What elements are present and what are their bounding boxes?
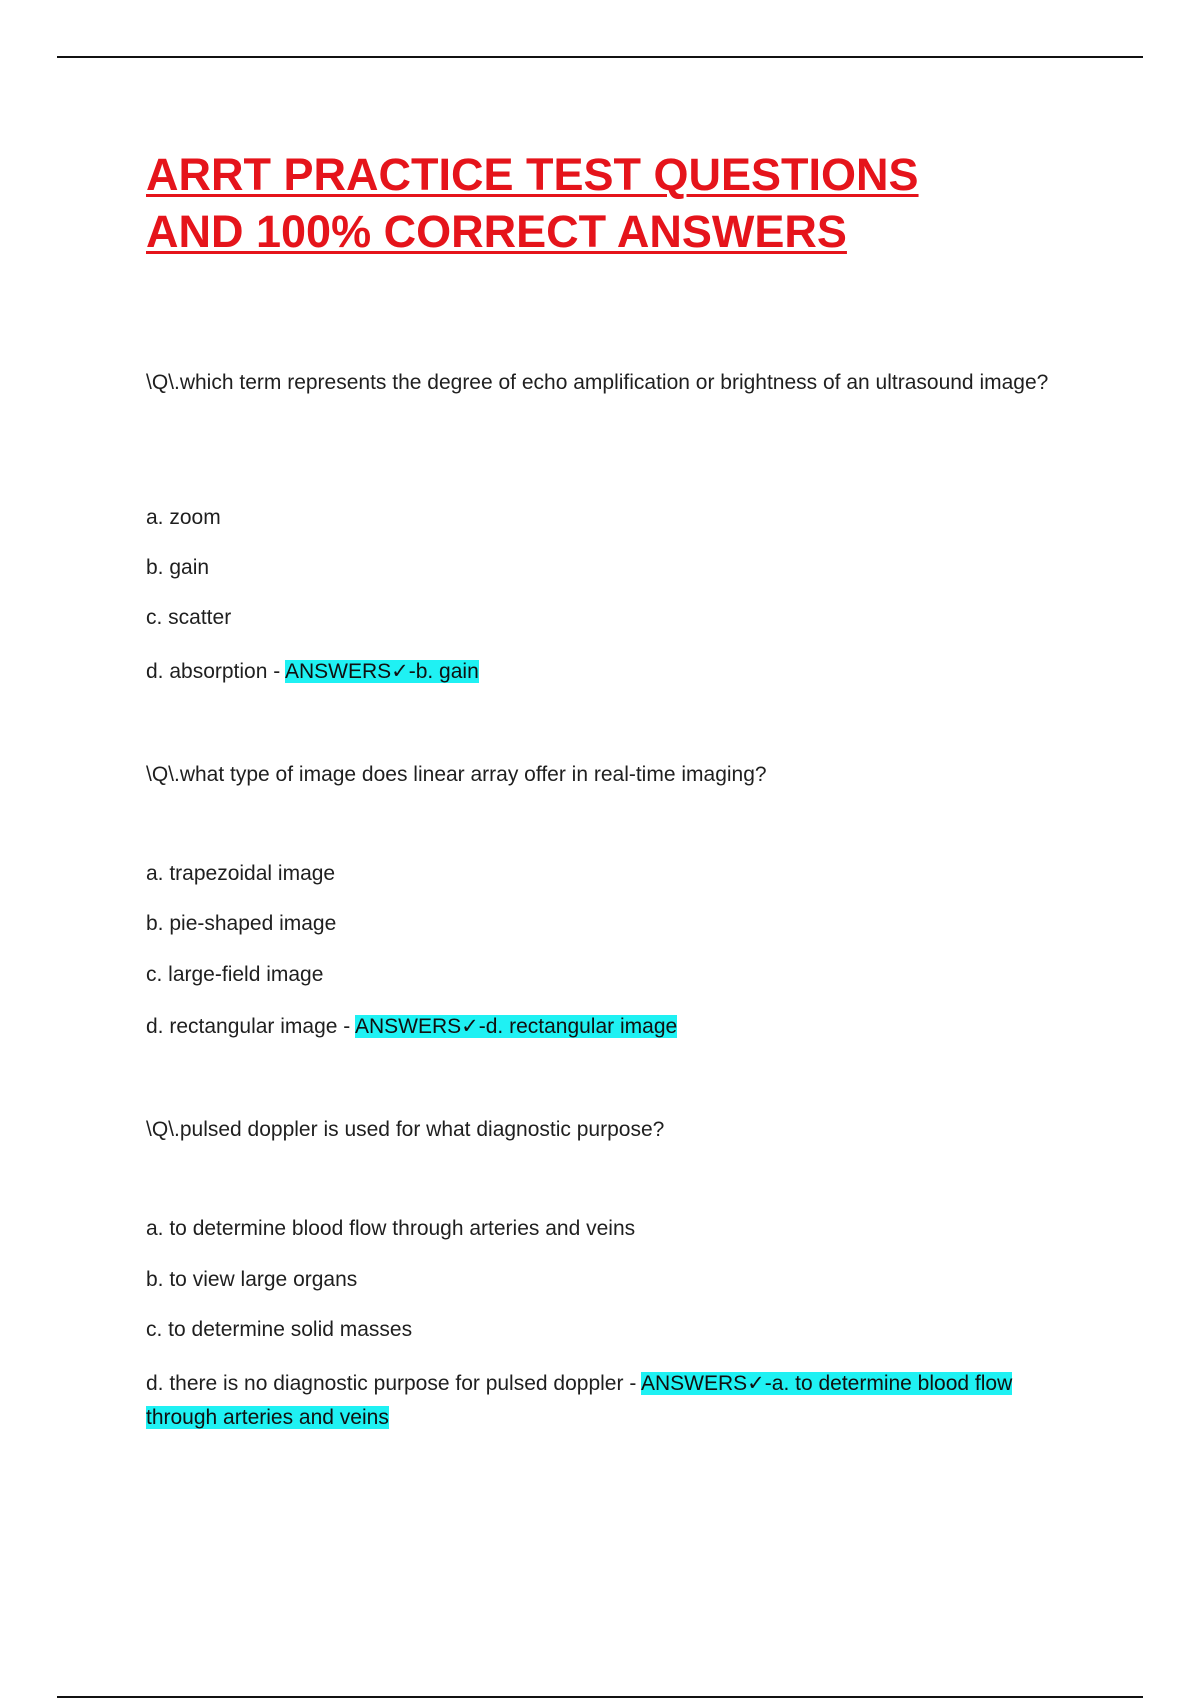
title-line-2: AND 100% CORRECT ANSWERS [146,206,847,257]
q1-option-d-line [146,655,1066,689]
q1-answer: ANSWERS✓-b. gain [284,660,479,683]
q1-option-a: a. zoom [146,506,221,529]
question-2: \Q\.what type of image does linear array offer in real-time imaging? [146,763,767,786]
title-line-1: ARRT PRACTICE TEST QUESTIONS [146,149,919,200]
q1-option-d: d. absorption [146,660,268,683]
q3-option-b: b. to view large organs [146,1268,358,1291]
q2-option-c: c. large-field image [146,963,324,986]
q3-option-d: d. there is no diagnostic purpose for pulsed doppler [146,1372,624,1395]
q1-separator: - [267,660,285,683]
q2-separator: - [337,1015,355,1038]
q3-option-c: c. to determine solid masses [146,1318,413,1341]
question-1: \Q\.which term represents the degree of echo amplification or brightness of an ultrasound image? [146,371,1049,394]
q2-answer: ANSWERS✓-d. rectangular image [354,1015,678,1038]
q3-answer: ANSWERS✓-a. to determine blood flow through arteries and veins [146,1372,1013,1429]
q2-option-d-line [146,1010,1066,1044]
q3-separator: - [623,1372,641,1395]
question-3: \Q\.pulsed doppler is used for what diagnostic purpose? [146,1118,665,1141]
document-title [146,146,1106,260]
q3-option-a: a. to determine blood flow through arteries and veins [146,1217,636,1240]
bottom-rule [57,1696,1143,1698]
q2-option-a: a. trapezoidal image [146,862,336,885]
q2-option-d: d. rectangular image [146,1015,338,1038]
q1-option-c: c. scatter [146,606,232,629]
q1-option-b: b. gain [146,556,210,579]
top-rule [57,56,1143,58]
q3-option-d-line [146,1367,1066,1435]
q2-option-b: b. pie-shaped image [146,912,337,935]
